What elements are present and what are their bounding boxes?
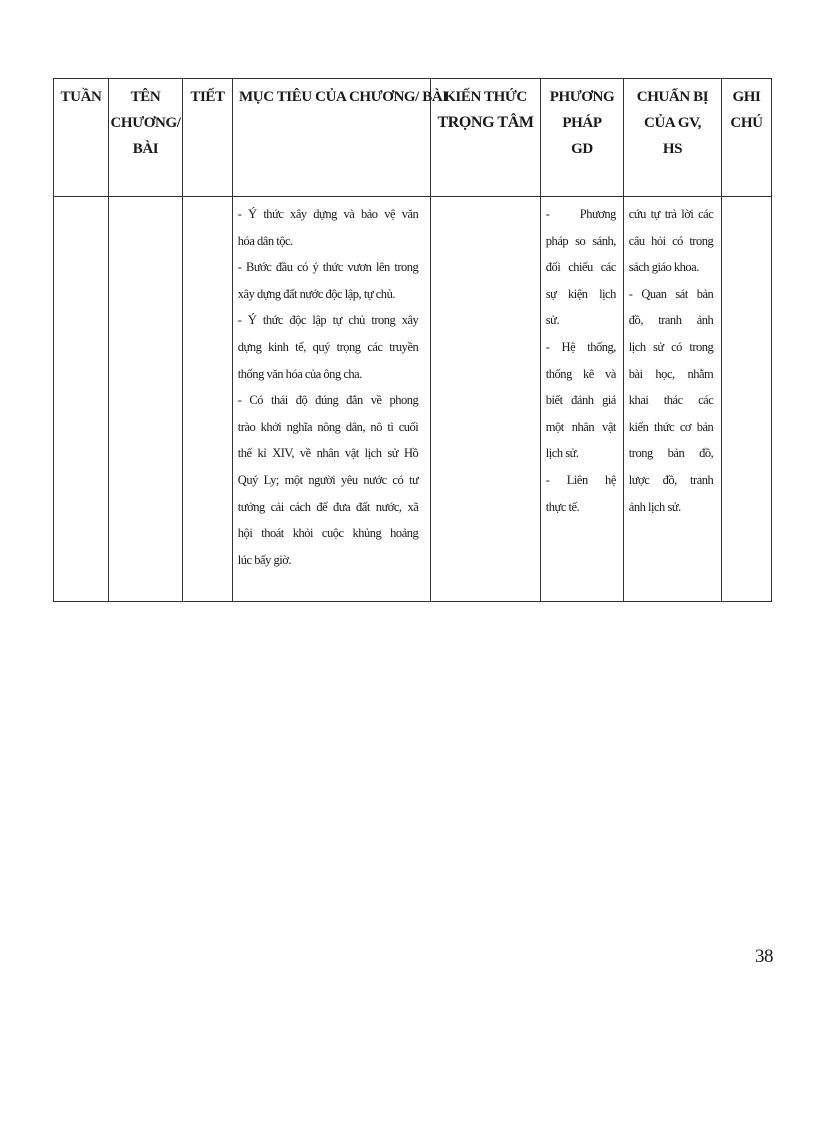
text-line: đối chiếu các (545, 259, 616, 275)
cell-chuan-bi (624, 197, 722, 602)
lesson-plan-table (53, 78, 772, 602)
text-line: TRỌNG TÂM (437, 114, 534, 131)
text-line: GHI (732, 89, 761, 105)
text-line: sách giáo khoa. (628, 259, 699, 275)
text-line: biết đánh giá (545, 392, 616, 408)
text-line: - Liên hệ (545, 471, 616, 487)
text-line: Quý Ly; một người yêu nước có tư (237, 471, 419, 487)
text-line: bài học, nhằm (628, 365, 714, 381)
header-kien-thuc (431, 79, 541, 197)
cell-tuan (54, 197, 109, 602)
text-line: thống văn hóa của ông cha. (237, 365, 362, 381)
header-ten-chuong-bai (109, 79, 183, 197)
header-chuan-bi (624, 79, 722, 197)
text-line: lược đồ, tranh (628, 471, 714, 487)
header-tiet (183, 79, 233, 197)
text-line: CHƯƠNG/ (110, 115, 181, 131)
header-phuong-phap (541, 79, 624, 197)
text-line: TUẦN (60, 89, 102, 105)
text-line: cứu tự trả lời các (628, 206, 714, 221)
text-line: ảnh lịch sử. (628, 498, 681, 514)
text-line: - Có thái độ đúng đắn về phong (237, 392, 419, 408)
text-line: câu hỏi có trong (628, 232, 714, 248)
text-line: thế kỉ XIV, về nhân vật lịch sử Hồ (237, 445, 419, 461)
text-line: MỤC TIÊU CỦA CHƯƠNG/ BÀI (239, 89, 448, 105)
text-line: HS (662, 141, 683, 157)
text-line: CỦA GV, (644, 115, 701, 131)
table-row (54, 197, 772, 602)
text-line: - Quan sát bản (628, 285, 714, 301)
text-line: tưởng cải cách để đưa đất nước, xã (237, 498, 419, 514)
page-number: 38 (755, 946, 773, 967)
text-line: kiến thức cơ bản (628, 418, 714, 434)
text-line: - Ý thức xây dựng và bảo vệ văn (237, 206, 419, 221)
text-line: lúc bấy giờ. (237, 551, 291, 567)
text-line: hội thoát khỏi cuộc khủng hoảng (237, 525, 419, 541)
text-line: KIẾN THỨC (444, 89, 527, 105)
text-line: dựng kinh tế, quý trọng các truyền (237, 338, 419, 354)
header-tuan (54, 79, 109, 197)
text-line: xây dựng đất nước độc lập, tự chủ. (237, 285, 395, 301)
header-ghi-chu (722, 79, 772, 197)
text-line: GD (571, 141, 593, 157)
table-header-row (54, 79, 772, 197)
text-line: TIẾT (190, 89, 225, 105)
text-line: pháp so sánh, (545, 232, 616, 248)
cell-ghi-chu (722, 197, 772, 602)
text-line: đồ, tranh ảnh (628, 312, 714, 328)
text-line: hóa dân tộc. (237, 232, 293, 248)
text-line: thực tế. (545, 498, 580, 514)
text-line: - Phương (545, 206, 616, 221)
cell-kien-thuc (431, 197, 541, 602)
text-line: sử. (545, 312, 560, 328)
cell-ten-chuong-bai (109, 197, 183, 602)
text-line: TÊN (130, 89, 161, 105)
header-muc-tieu (233, 79, 448, 197)
text-line: một nhân vật (545, 418, 616, 434)
text-line: - Hệ thống, (545, 338, 616, 354)
text-line: khai thác các (628, 392, 714, 408)
text-line: lịch sử có trong (628, 338, 714, 354)
text-line: trong bản đồ, (628, 445, 714, 461)
cell-phuong-phap (541, 197, 624, 602)
text-line: - Bước đầu có ý thức vươn lên trong (237, 259, 419, 275)
cell-muc-tieu (233, 197, 431, 602)
text-line: lịch sử. (545, 445, 579, 461)
text-line: thống kê và (545, 365, 616, 381)
text-line: BÀI (132, 141, 159, 157)
text-line: CHÚ (730, 115, 763, 131)
text-line: - Ý thức độc lập tự chủ trong xây (237, 312, 419, 328)
text-line: PHƯƠNG (549, 89, 615, 105)
text-line: PHÁP (562, 115, 602, 131)
cell-tiet (183, 197, 233, 602)
text-line: sự kiện lịch (545, 285, 616, 301)
text-line: trào khởi nghĩa nông dân, nô tì cuối (237, 418, 419, 434)
text-line: CHUẨN BỊ (636, 89, 709, 105)
